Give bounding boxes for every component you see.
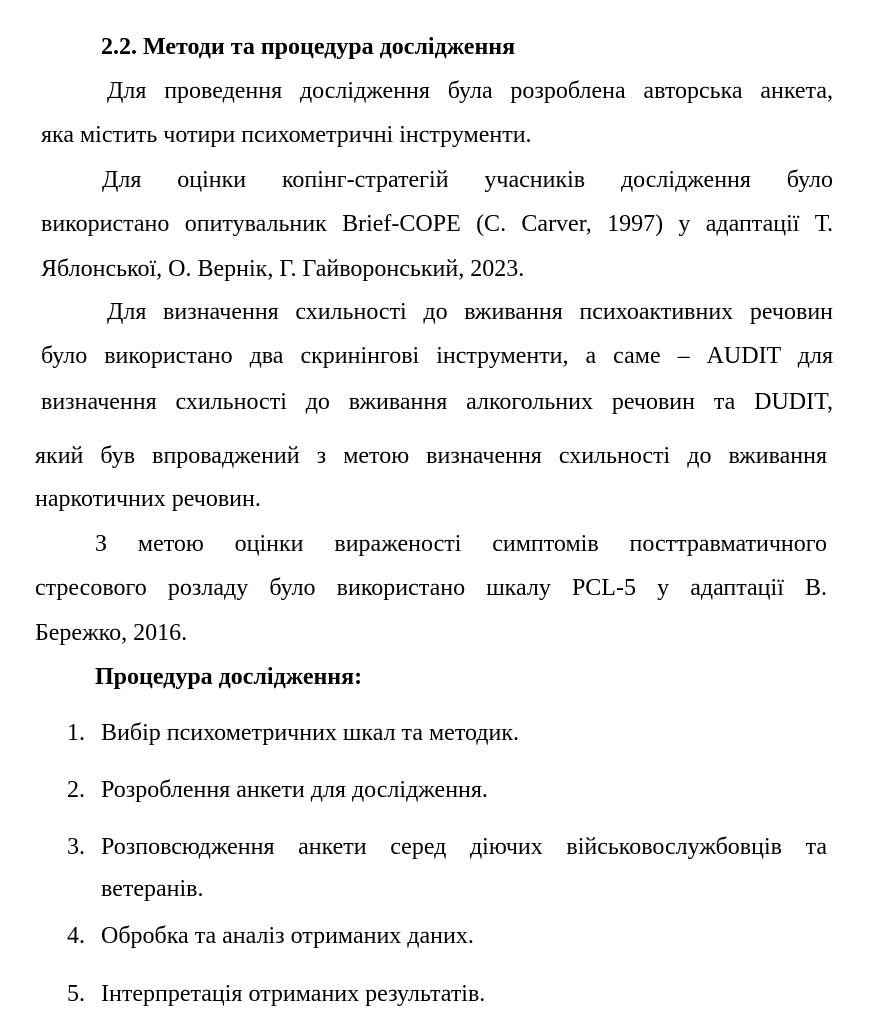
list-item-text: Вибір психометричних шкал та методик. bbox=[101, 720, 520, 746]
paragraph-3-line-1: Для визначення схильності до вживання психоактивних речовин bbox=[107, 299, 833, 325]
paragraph-3-line-3: визначення схильності до вживання алкогольних речовин та DUDIT, bbox=[41, 389, 833, 415]
paragraph-2-line-3: Яблонської, О. Вернік, Г. Гайворонський, 2023. bbox=[41, 256, 525, 282]
paragraph-1-line-1: Для проведення дослідження була розроблена авторська анкета, bbox=[107, 78, 833, 104]
list-item-text: Інтерпретація отриманих результатів. bbox=[101, 981, 486, 1007]
paragraph-4-line-1: З метою оцінки вираженості симптомів посттравматичного bbox=[95, 531, 827, 557]
paragraph-2-line-2: використано опитувальник Brief-COPE (C. Carver, 1997) у адаптації Т. bbox=[41, 211, 833, 237]
paragraph-1-line-2: яка містить чотири психометричні інструменти. bbox=[41, 122, 532, 148]
list-item-text-continuation: ветеранів. bbox=[101, 876, 204, 902]
list-item-number: 1. bbox=[67, 720, 85, 746]
section-heading: 2.2. Методи та процедура дослідження bbox=[101, 34, 516, 60]
list-item-text: Обробка та аналіз отриманих даних. bbox=[101, 923, 474, 949]
list-item-text: Розповсюдження анкети серед діючих військовослужбовців та bbox=[101, 834, 827, 860]
list-item-number: 3. bbox=[67, 834, 85, 860]
procedure-heading: Процедура дослідження: bbox=[95, 664, 363, 690]
list-item-number: 2. bbox=[67, 777, 85, 803]
paragraph-2-line-1: Для оцінки копінг-стратегій учасників дослідження було bbox=[102, 167, 833, 193]
paragraph-3-line-4: який був впроваджений з метою визначення схильності до вживання bbox=[35, 443, 827, 469]
list-item-number: 5. bbox=[67, 981, 85, 1007]
list-item-text: Розроблення анкети для дослідження. bbox=[101, 777, 488, 803]
paragraph-4-line-3: Бережко, 2016. bbox=[35, 620, 188, 646]
paragraph-3-line-5: наркотичних речовин. bbox=[35, 486, 261, 512]
paragraph-4-line-2: стресового розладу було використано шкалу PCL-5 у адаптації В. bbox=[35, 575, 827, 601]
list-item-number: 4. bbox=[67, 923, 85, 949]
paragraph-3-line-2: було використано два скринінгові інструменти, а саме – AUDIT для bbox=[41, 343, 833, 369]
